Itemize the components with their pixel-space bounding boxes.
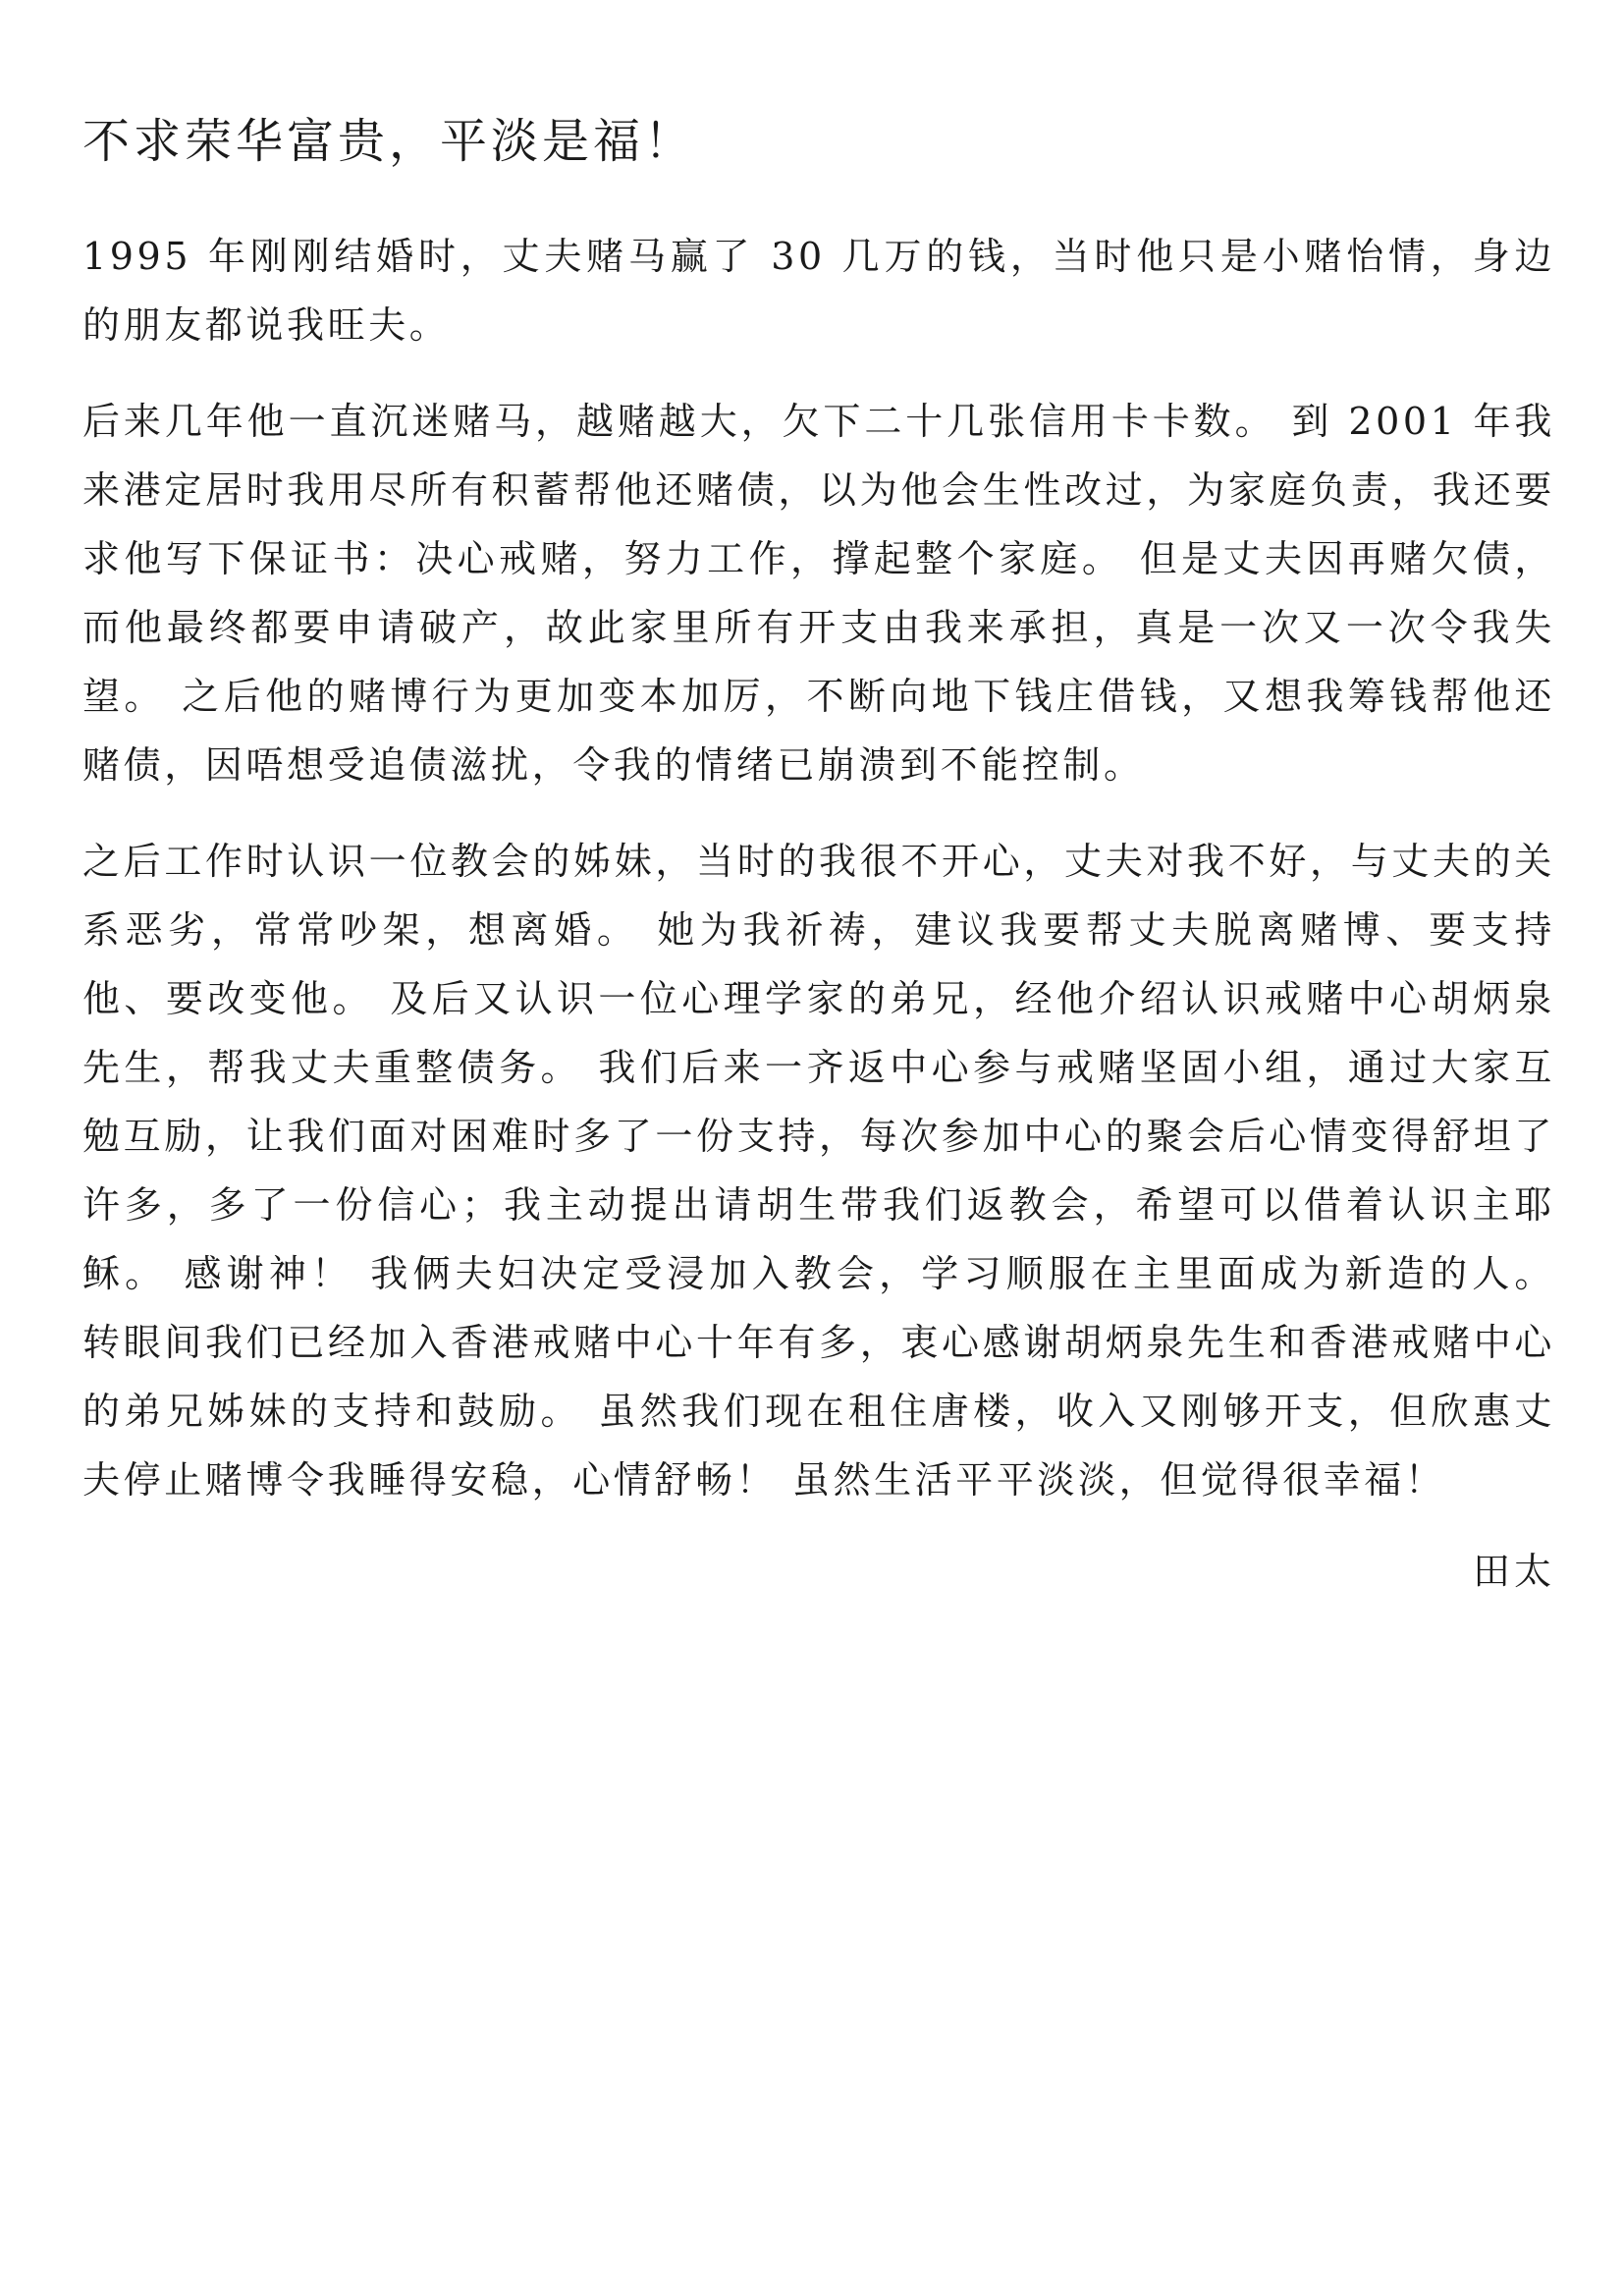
testimony-letter — [82, 106, 1555, 1601]
letter-title: 不求荣华富贵，平淡是福！ — [82, 114, 696, 169]
signature: 田太 — [1472, 1550, 1555, 1593]
paragraph-2: 后来几年他一直沉迷赌马，越赌越大，欠下二十几张信用卡卡数。 到 2001 年我来港定居时我用尽所有积蓄帮他还赌债，以为他会生性改过，为家庭负责，我还要求他写下保证书：决心戒赌，努力工作，撑起整个家庭。 但是丈夫因再赌欠债，而他最终都要申请破产，故此家里所有开支由我来承担，真是一次又一次令我失望。 之后他的赌博行为更加变本加厉，不断向地下钱庄借钱，又想我筹钱帮他还赌债，因唔想受追债滋扰，令我的情绪已崩溃到不能控制。 — [82, 400, 1555, 787]
paragraph-1: 1995 年刚刚结婚时，丈夫赌马赢了 30 几万的钱，当时他只是小赌怡情，身边的朋友都说我旺夫。 — [82, 235, 1555, 347]
paragraph-3: 之后工作时认识一位教会的姊妹，当时的我很不开心，丈夫对我不好，与丈夫的关系恶劣，常常吵架，想离婚。 她为我祈祷，建议我要帮丈夫脱离赌博、要支持他、要改变他。 及后又认识一位心理学家的弟兄，经他介绍认识戒赌中心胡炳泉先生，帮我丈夫重整债务。 我们后来一齐返中心参与戒赌坚固小组，通过大家互勉互励，让我们面对困难时多了一份支持，每次参加中心的聚会后心情变得舒坦了许多，多了一份信心；我主动提出请胡生带我们返教会，希望可以借着认识主耶稣。 感谢神！ 我俩夫妇决定受浸加入教会，学习顺服在主里面成为新造的人。 转眼间我们已经加入香港戒赌中心十年有多，衷心感谢胡炳泉先生和香港戒赌中心的弟兄姊妹的支持和鼓励。 虽然我们现在租住唐楼，收入又刚够开支，但欣惠丈夫停止赌博令我睡得安稳，心情舒畅！ 虽然生活平平淡淡，但觉得很幸福！ — [82, 840, 1555, 1502]
